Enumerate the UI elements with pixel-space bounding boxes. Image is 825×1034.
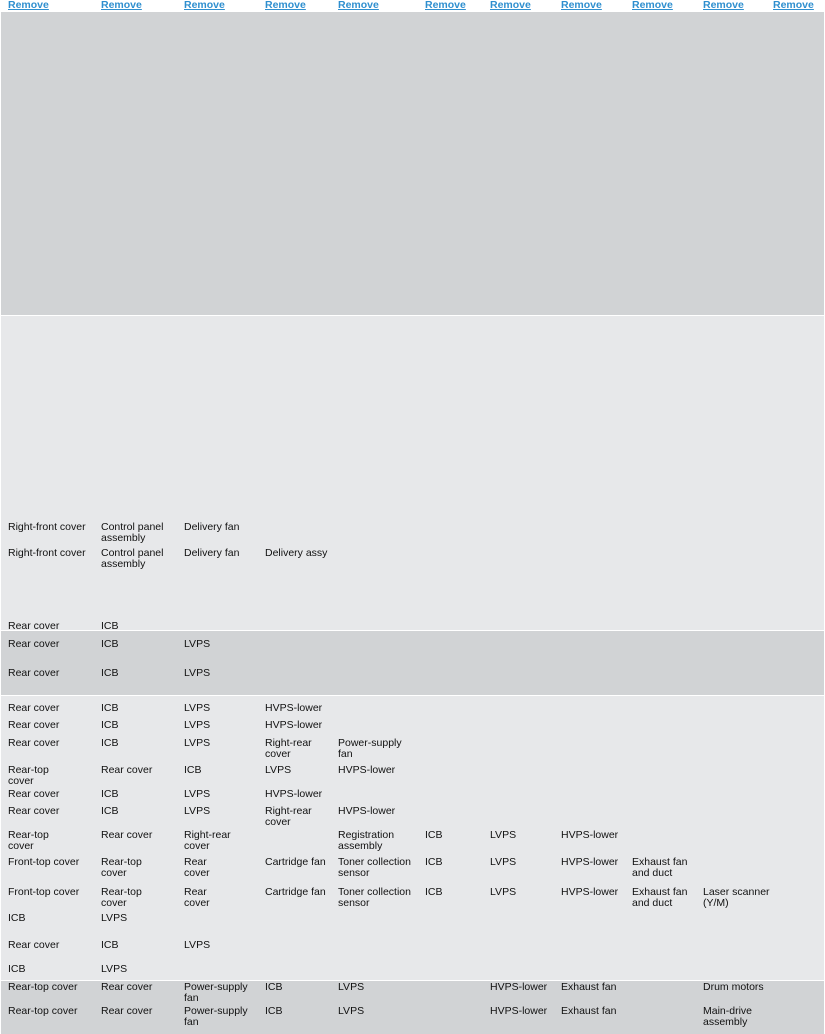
table-cell: Rear cover: [101, 764, 153, 776]
remove-link[interactable]: Remove: [425, 0, 466, 11]
table-cell: ICB: [425, 886, 443, 898]
table-cell: Rear cover: [184, 886, 210, 909]
table-cell: Rear-top cover: [8, 764, 49, 787]
table-cell: Control panel assembly: [101, 547, 164, 570]
table-cell: ICB: [101, 788, 119, 800]
table-cell: ICB: [265, 981, 283, 993]
table-cell: HVPS-lower: [338, 764, 396, 776]
table-cell: ICB: [101, 737, 119, 749]
table-cell: Right-front cover: [8, 547, 86, 559]
table-cell: Rear cover: [101, 1005, 153, 1017]
table-cell: HVPS-lower: [265, 702, 323, 714]
table-cell: ICB: [425, 829, 443, 841]
table-cell: LVPS: [184, 737, 211, 749]
table-cell: Rear-top cover: [101, 886, 142, 909]
table-cell: LVPS: [101, 963, 128, 975]
remove-link[interactable]: Remove: [338, 0, 379, 11]
table-cell: Rear cover: [8, 638, 60, 650]
table-cell: Rear cover: [8, 667, 60, 679]
table-cell: ICB: [8, 963, 26, 975]
table-cell: LVPS: [338, 1005, 365, 1017]
table-cell: Exhaust fan: [561, 1005, 617, 1017]
remove-link[interactable]: Remove: [8, 0, 49, 11]
remove-link[interactable]: Remove: [773, 0, 814, 11]
remove-link[interactable]: Remove: [490, 0, 531, 11]
remove-link[interactable]: Remove: [561, 0, 602, 11]
table-cell: Rear cover: [8, 788, 60, 800]
table-cell: Control panel assembly: [101, 521, 164, 544]
table-cell: ICB: [101, 805, 119, 817]
table-cell: Rear cover: [8, 737, 60, 749]
table-cell: LVPS: [101, 912, 128, 924]
table-cell: Power-supply fan: [338, 737, 402, 760]
table-cell: Delivery assy: [265, 547, 328, 559]
table-cell: LVPS: [184, 667, 211, 679]
table-cell: ICB: [101, 702, 119, 714]
table-cell: Rear cover: [8, 702, 60, 714]
remove-link[interactable]: Remove: [184, 0, 225, 11]
table-cell: ICB: [425, 856, 443, 868]
table-cell: Right-front cover: [8, 521, 86, 533]
table-cell: LVPS: [265, 764, 292, 776]
table-cell: ICB: [101, 939, 119, 951]
table-cell: Rear cover: [8, 719, 60, 731]
table-cell: ICB: [101, 638, 119, 650]
table-cell: LVPS: [490, 829, 517, 841]
table-cell: ICB: [8, 912, 26, 924]
table-cell: Delivery fan: [184, 521, 240, 533]
table-cell: ICB: [184, 764, 202, 776]
table-cell: Rear-top cover: [8, 829, 49, 852]
table-cell: Rear-top cover: [8, 1005, 78, 1017]
table-cell: Rear cover: [184, 856, 210, 879]
table-cell: Delivery fan: [184, 547, 240, 559]
table-cell: HVPS-lower: [265, 719, 323, 731]
table-cell: Front-top cover: [8, 856, 80, 868]
remove-link[interactable]: Remove: [101, 0, 142, 11]
table-cell: LVPS: [184, 719, 211, 731]
table-cell: Right-rear cover: [184, 829, 231, 852]
table-cell: Rear cover: [8, 805, 60, 817]
table-cell: Rear cover: [8, 939, 60, 951]
table-cell: LVPS: [338, 981, 365, 993]
table-cell: Rear cover: [8, 620, 60, 632]
table-cell: LVPS: [184, 939, 211, 951]
table-cell: LVPS: [184, 788, 211, 800]
table-cell: HVPS-lower: [490, 1005, 548, 1017]
table-cell: Cartridge fan: [265, 886, 326, 898]
table-cell: Power-supply fan: [184, 1005, 248, 1028]
table-cell: ICB: [101, 667, 119, 679]
remove-link[interactable]: Remove: [265, 0, 306, 11]
table-cell: ICB: [101, 719, 119, 731]
table-cell: HVPS-lower: [265, 788, 323, 800]
table-cell: Toner collection sensor: [338, 886, 411, 909]
table-cell: Exhaust fan and duct: [632, 886, 688, 909]
table-band: [1, 316, 824, 630]
table-cell: Cartridge fan: [265, 856, 326, 868]
table-cell: Main-drive assembly: [703, 1005, 753, 1028]
table-cell: Rear cover: [101, 829, 153, 841]
table-cell: Front-top cover: [8, 886, 80, 898]
table-cell: Exhaust fan: [561, 981, 617, 993]
table-cell: HVPS-lower: [490, 981, 548, 993]
table-cell: ICB: [265, 1005, 283, 1017]
table-cell: LVPS: [184, 805, 211, 817]
table-cell: Toner collection sensor: [338, 856, 411, 879]
table-cell: HVPS-lower: [561, 829, 619, 841]
table-cell: Rear cover: [101, 981, 153, 993]
table-cell: Right-rear cover: [265, 805, 312, 828]
table-cell: HVPS-lower: [338, 805, 396, 817]
table-cell: Rear-top cover: [8, 981, 78, 993]
table-cell: LVPS: [490, 856, 517, 868]
table-cell: HVPS-lower: [561, 886, 619, 898]
table-cell: Exhaust fan and duct: [632, 856, 688, 879]
table-cell: Rear-top cover: [101, 856, 142, 879]
remove-link[interactable]: Remove: [632, 0, 673, 11]
table-cell: Power-supply fan: [184, 981, 248, 1004]
table-cell: Registration assembly: [338, 829, 395, 852]
table-cell: Right-rear cover: [265, 737, 312, 760]
table-band: [1, 12, 824, 315]
table-cell: ICB: [101, 620, 119, 632]
remove-link[interactable]: Remove: [703, 0, 744, 11]
table-cell: LVPS: [184, 702, 211, 714]
table-cell: Laser scanner (Y/M): [703, 886, 770, 909]
table-cell: LVPS: [490, 886, 517, 898]
table-cell: LVPS: [184, 638, 211, 650]
table-cell: HVPS-lower: [561, 856, 619, 868]
table-cell: Drum motors: [703, 981, 764, 993]
